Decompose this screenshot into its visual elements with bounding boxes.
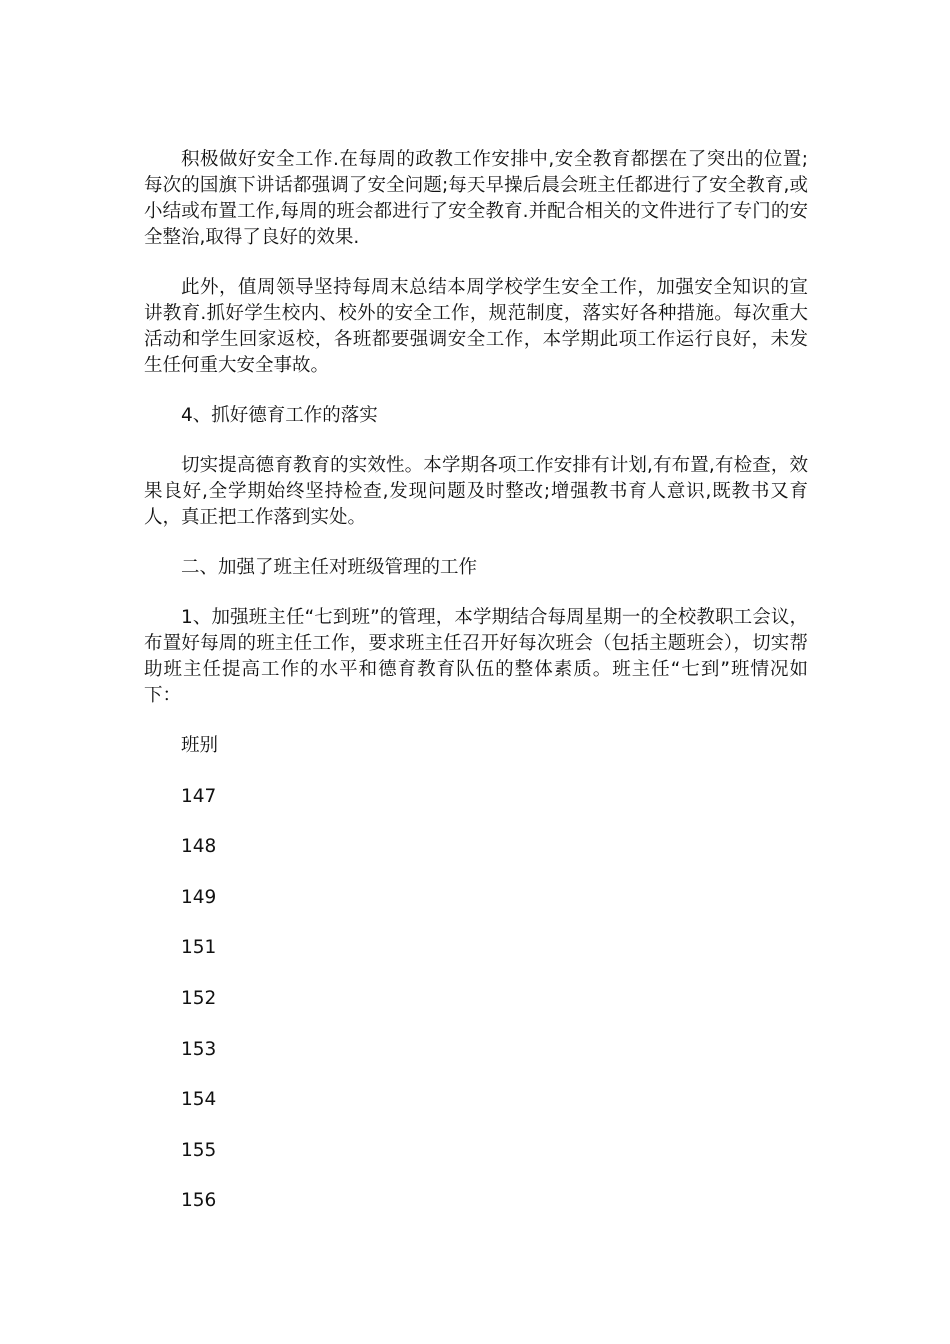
paragraph-seven-to-class: 1、加强班主任“七到班”的管理，本学期结合每周星期一的全校教职工会议，布置好每周的班主任工作，要求班主任召开好每次班会（包括主题班会），切实帮助班主任提高工作的水平和德育教育队伍的整体素质。班主任“七到”班情况如下： bbox=[144, 607, 808, 706]
paragraph-moral-effectiveness: 切实提高德育教育的实效性。本学期各项工作安排有计划,有布置,有检查，效果良好,全学期始终坚持检查,发现问题及时整改;增强教书育人意识,既教书又育人，真正把工作落到实处。 bbox=[144, 455, 808, 528]
section-heading-moral-education: 4、抓好德育工作的落实 bbox=[181, 405, 378, 426]
class-list-item: 147 bbox=[181, 785, 217, 807]
class-list-item: 149 bbox=[181, 886, 217, 908]
class-list-item: 152 bbox=[181, 987, 217, 1009]
class-list-item: 151 bbox=[181, 937, 217, 959]
paragraph-safety-work: 积极做好安全工作.在每周的政教工作安排中,安全教育都摆在了突出的位置;每次的国旗下讲话都强调了安全问题;每天早操后晨会班主任都进行了安全教育,或小结或布置工作,每周的班会都进行了安全教育.并配合相关的文件进行了专门的安全整治,取得了良好的效果. bbox=[144, 149, 808, 248]
paragraph-duty-leaders: 此外，值周领导坚持每周末总结本周学校学生安全工作，加强安全知识的宣讲教育.抓好学生校内、校外的安全工作，规范制度，落实好各种措施。每次重大活动和学生回家返校，各班都要强调安全工作，本学期此项工作运行良好，未发生任何重大安全事故。 bbox=[144, 277, 808, 376]
class-list-item: 148 bbox=[181, 836, 217, 858]
section-heading-class-management: 二、加强了班主任对班级管理的工作 bbox=[181, 557, 478, 578]
class-list-label: 班别 bbox=[181, 735, 219, 756]
class-list-item: 154 bbox=[181, 1089, 217, 1111]
class-list-item: 155 bbox=[181, 1139, 217, 1161]
class-list-item: 156 bbox=[181, 1190, 217, 1212]
class-list-item: 153 bbox=[181, 1038, 217, 1060]
document-page bbox=[144, 147, 808, 1239]
